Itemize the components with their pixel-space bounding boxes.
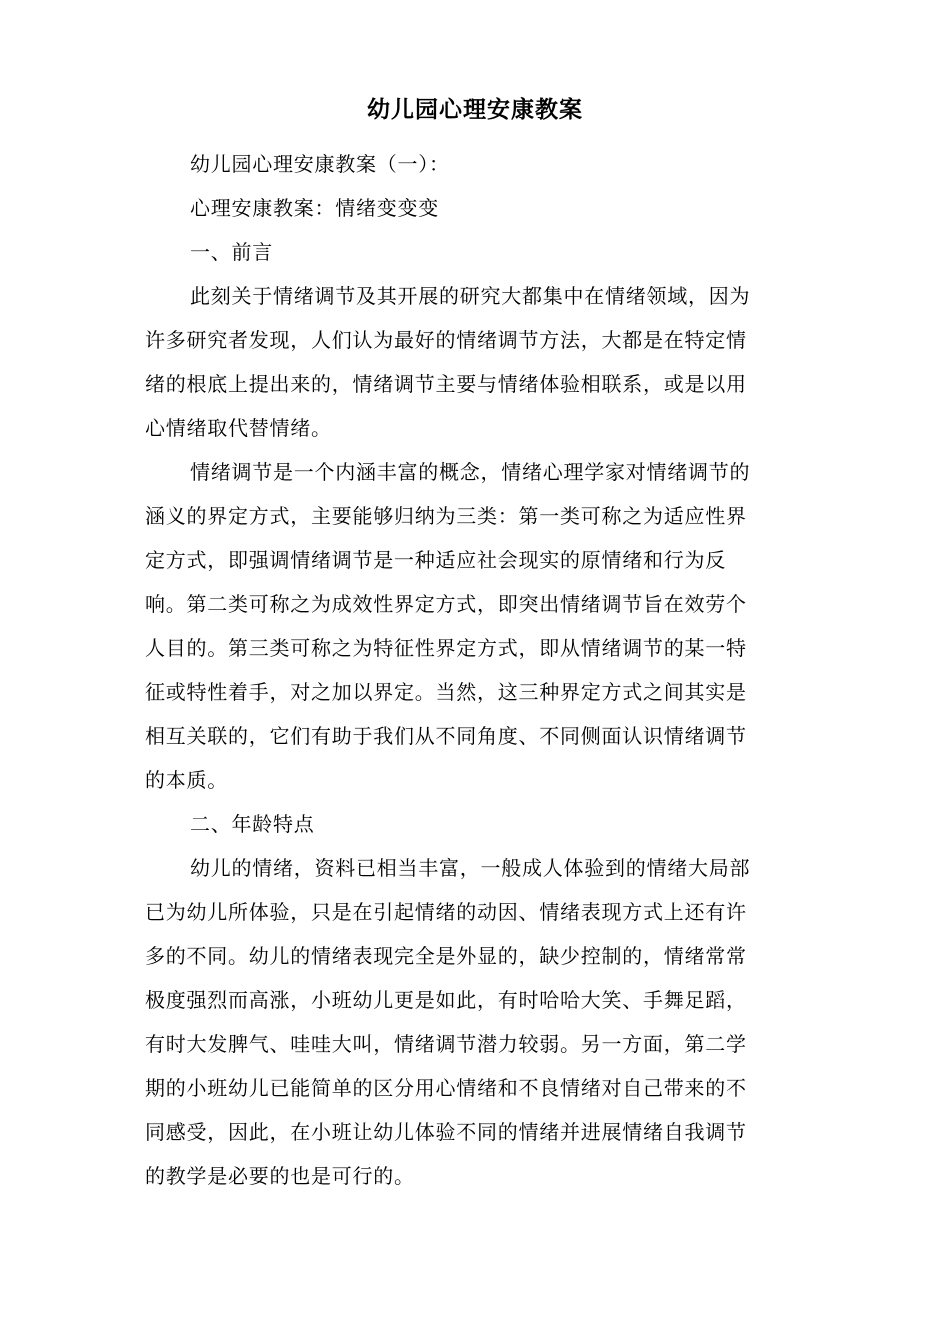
subtitle: 幼儿园心理安康教案（一）： [190, 152, 450, 176]
paragraph-line: 的本质。 [145, 768, 228, 792]
paragraph-line: 的教学是必要的也是可行的。 [145, 1164, 415, 1188]
lesson-title: 心理安康教案：情绪变变变 [190, 196, 439, 220]
document-body [145, 142, 805, 1198]
section-heading-age-features: 二、年龄特点 [190, 812, 315, 836]
paragraph-line: 情绪调节是一个内涵丰富的概念，情绪心理学家对情绪调节的 [190, 460, 751, 484]
paragraph-line: 多的不同。幼儿的情绪表现完全是外显的，缺少控制的，情绪常常 [145, 944, 747, 968]
page-title: 幼儿园心理安康教案 [367, 96, 583, 123]
paragraph-line: 许多研究者发现，人们认为最好的情绪调节方法，大都是在特定情 [145, 328, 747, 352]
paragraph-line: 涵义的界定方式，主要能够归纳为三类：第一类可称之为适应性界 [145, 504, 747, 528]
paragraph-line: 定方式，即强调情绪调节是一种适应社会现实的原情绪和行为反 [145, 548, 726, 572]
paragraph-line: 人目的。第三类可称之为特征性界定方式，即从情绪调节的某一特 [145, 636, 747, 660]
paragraph-line: 绪的根底上提出来的，情绪调节主要与情绪体验相联系，或是以用 [145, 372, 747, 396]
paragraph-line: 征或特性着手，对之加以界定。当然，这三种界定方式之间其实是 [145, 680, 747, 704]
paragraph-line: 已为幼儿所体验，只是在引起情绪的动因、情绪表现方式上还有许 [145, 900, 747, 924]
paragraph-line: 同感受，因此，在小班让幼儿体验不同的情绪并进展情绪自我调节 [145, 1120, 747, 1144]
paragraph-line: 响。第二类可称之为成效性界定方式，即突出情绪调节旨在效劳个 [145, 592, 747, 616]
paragraph-line: 极度强烈而高涨，小班幼儿更是如此，有时哈哈大笑、手舞足蹈， [145, 988, 747, 1012]
paragraph-line: 期的小班幼儿已能简单的区分用心情绪和不良情绪对自己带来的不 [145, 1076, 747, 1100]
paragraph-line: 此刻关于情绪调节及其开展的研究大都集中在情绪领域，因为 [190, 284, 751, 308]
paragraph-line: 幼儿的情绪，资料已相当丰富，一般成人体验到的情绪大局部 [190, 856, 751, 880]
paragraph-line: 有时大发脾气、哇哇大叫，情绪调节潜力较弱。另一方面，第二学 [145, 1032, 747, 1056]
paragraph-line: 相互关联的，它们有助于我们从不同角度、不同侧面认识情绪调节 [145, 724, 747, 748]
section-heading-preface: 一、前言 [190, 240, 273, 264]
paragraph-line: 心情绪取代替情绪。 [145, 416, 332, 440]
